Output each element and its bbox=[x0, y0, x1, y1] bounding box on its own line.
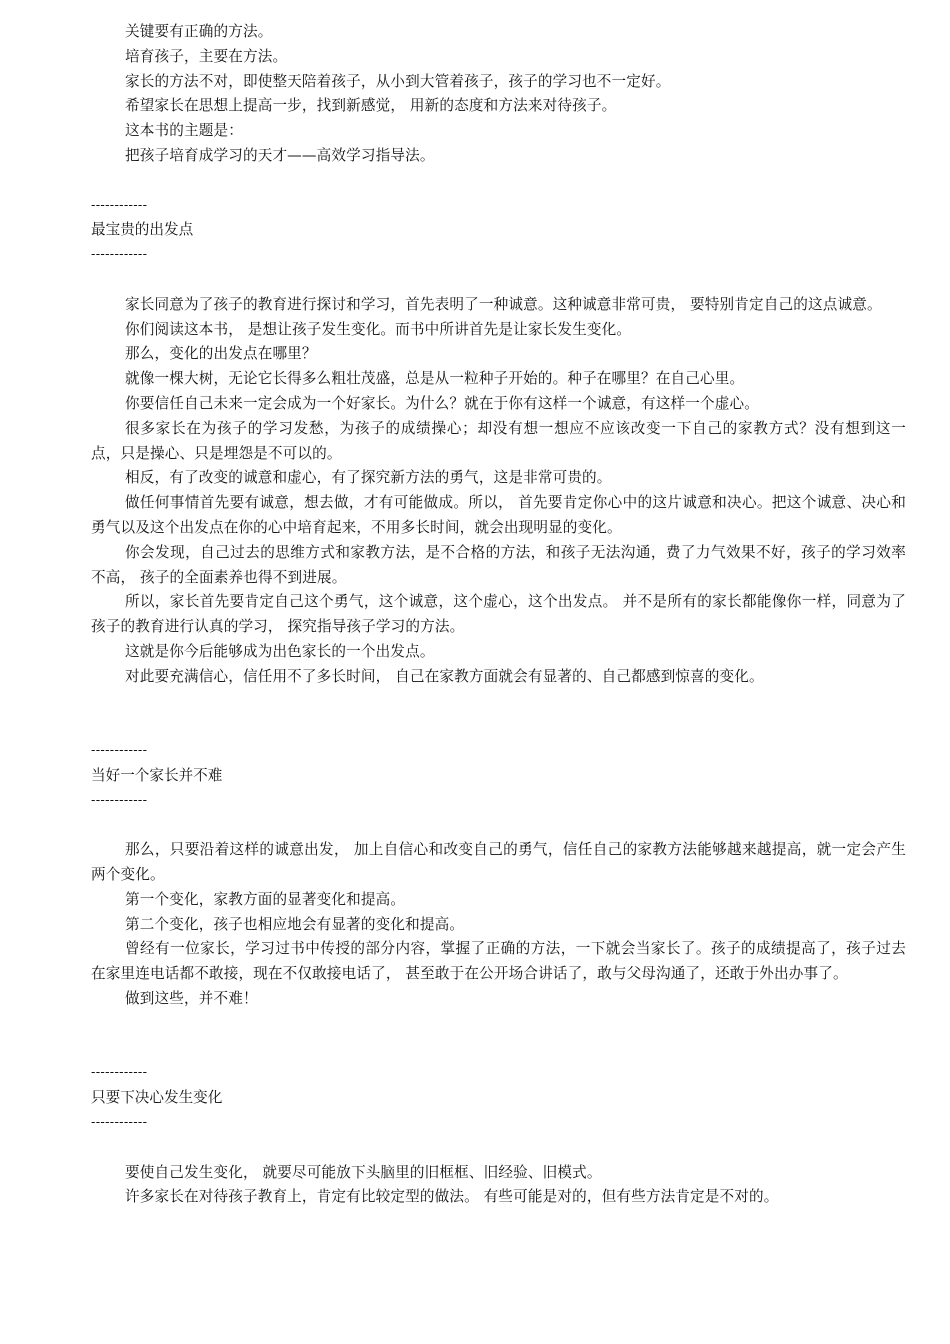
paragraph: 你会发现，自己过去的思维方式和家教方法，是不合格的方法，和孩子无法沟通，费了力气效果不好，孩子的学习效率不高， 孩子的全面素养也得不到进展。 bbox=[91, 543, 906, 586]
paragraph: 第二个变化，孩子也相应地会有显著的变化和提高。 bbox=[125, 915, 465, 933]
paragraph: 你们阅读这本书， 是想让孩子发生变化。而书中所讲首先是让家长发生变化。 bbox=[125, 320, 632, 338]
paragraph: 做到这些，并不难！ bbox=[125, 990, 258, 1008]
paragraph: 把孩子培育成学习的天才——高效学习指导法。 bbox=[125, 146, 435, 164]
paragraph: 第一个变化，家教方面的显著变化和提高。 bbox=[125, 890, 406, 908]
paragraph: 所以，家长首先要肯定自己这个勇气，这个诚意，这个虚心，这个出发点。 并不是所有的家长都能像你一样，同意为了孩子的教育进行认真的学习， 探究指导孩子学习的方法。 bbox=[91, 593, 906, 636]
separator-line: ------------ bbox=[91, 1065, 148, 1081]
paragraph: 家长同意为了孩子的教育进行探讨和学习，首先表明了一种诚意。这种诚意非常可贵， 要特别肯定自己的这点诚意。 bbox=[125, 295, 882, 313]
paragraph: 那么，变化的出发点在哪里？ bbox=[125, 345, 317, 363]
separator-line: ------------ bbox=[91, 743, 148, 759]
section-heading: 当好一个家长并不难 bbox=[91, 766, 223, 784]
paragraph: 要使自己发生变化， 就要尽可能放下头脑里的旧框框、旧经验、旧模式。 bbox=[125, 1163, 602, 1181]
paragraph: 培育孩子，主要在方法。 bbox=[125, 47, 288, 65]
paragraph: 就像一棵大树，无论它长得多么粗壮茂盛，总是从一粒种子开始的。种子在哪里？在自己心里。 bbox=[125, 370, 745, 388]
paragraph: 这本书的主题是： bbox=[125, 122, 243, 140]
paragraph: 很多家长在为孩子的学习发愁，为孩子的成绩操心；却没有想一想应不应该改变一下自己的家教方式？没有想到这一点，只是操心、只是埋怨是不可以的。 bbox=[91, 419, 906, 462]
paragraph: 相反，有了改变的诚意和虚心，有了探究新方法的勇气，这是非常可贵的。 bbox=[125, 469, 612, 487]
paragraph: 关键要有正确的方法。 bbox=[125, 23, 273, 40]
separator-line: ------------ bbox=[91, 1115, 148, 1131]
paragraph: 曾经有一位家长，学习过书中传授的部分内容，掌握了正确的方法，一下就会当家长了。孩子的成绩提高了，孩子过去在家里连电话都不敢接，现在不仅敢接电话了， 甚至敢于在公开场合讲话了，敢与父母沟通了，还敢于外出办事了。 bbox=[91, 940, 906, 983]
intro-block bbox=[91, 20, 906, 169]
paragraph: 你要信任自己未来一定会成为一个好家长。为什么？就在于你有这样一个诚意，有这样一个虚心。 bbox=[125, 394, 759, 412]
section-3 bbox=[91, 1061, 906, 1210]
paragraph: 这就是你今后能够成为出色家长的一个出发点。 bbox=[125, 642, 435, 660]
separator-line: ------------ bbox=[91, 247, 148, 263]
paragraph: 许多家长在对待孩子教育上，肯定有比较定型的做法。 有些可能是对的，但有些方法肯定是不对的。 bbox=[125, 1188, 779, 1206]
section-1 bbox=[91, 194, 906, 690]
paragraph: 家长的方法不对，即使整天陪着孩子，从小到大管着孩子，孩子的学习也不一定好。 bbox=[125, 72, 671, 90]
section-heading: 最宝贵的出发点 bbox=[91, 221, 194, 239]
paragraph: 那么，只要沿着这样的诚意出发， 加上自信心和改变自己的勇气，信任自己的家教方法能够越来越提高，就一定会产生两个变化。 bbox=[91, 841, 906, 884]
paragraph: 对此要充满信心，信任用不了多长时间， 自己在家教方面就会有显著的、自己都感到惊喜的变化。 bbox=[125, 667, 764, 685]
paragraph: 做任何事情首先要有诚意，想去做，才有可能做成。所以， 首先要肯定你心中的这片诚意和决心。把这个诚意、决心和勇气以及这个出发点在你的心中培育起来，不用多长时间，就会出现明显的变化。 bbox=[91, 494, 906, 536]
section-2 bbox=[91, 739, 906, 1012]
separator-line: ------------ bbox=[91, 197, 148, 213]
section-heading: 只要下决心发生变化 bbox=[91, 1089, 223, 1107]
separator-line: ------------ bbox=[91, 792, 148, 808]
paragraph: 希望家长在思想上提高一步，找到新感觉， 用新的态度和方法来对待孩子。 bbox=[125, 97, 617, 115]
document-page bbox=[91, 20, 906, 1210]
